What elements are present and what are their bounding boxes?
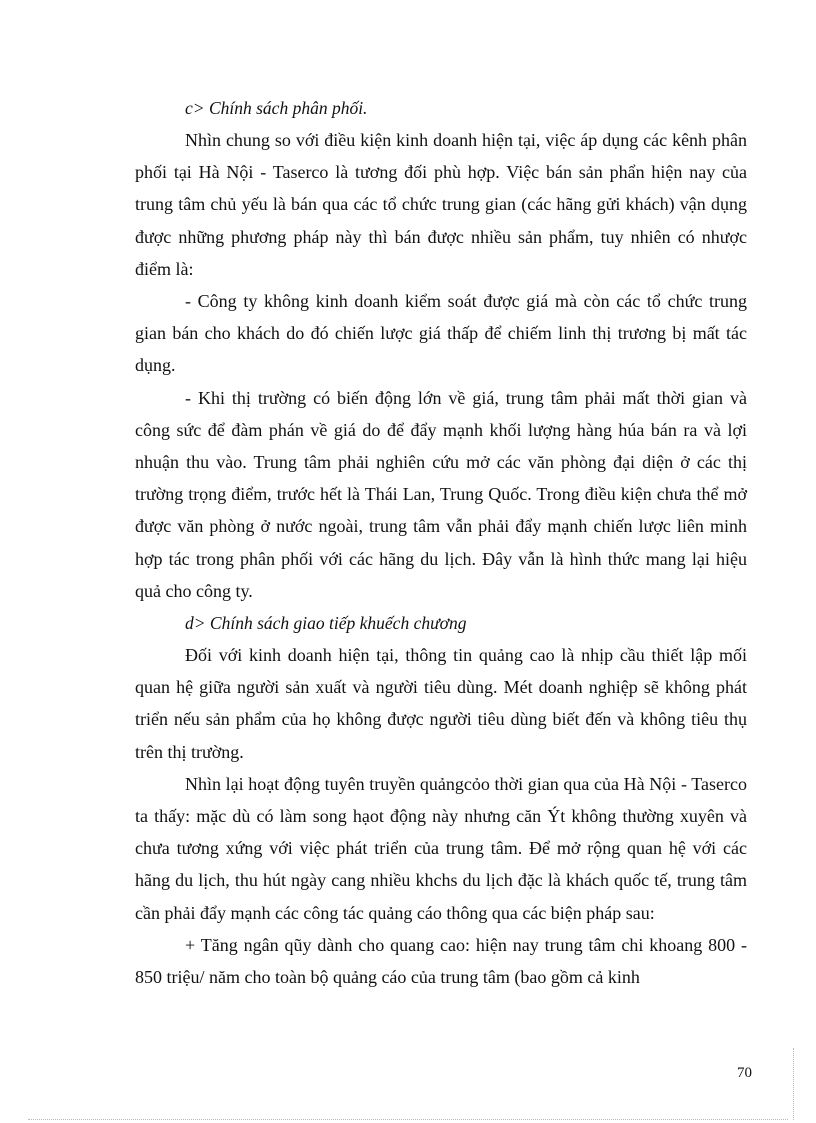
- paragraph: Nhìn lại hoạt động tuyên truyền quảngcỏo thời gian qua của Hà Nội - Taserco ta thấy: mặc dù có làm song hạot động này nhưng căn Ýt không thường xuyên và chưa tương xứng với việc phát triển của trung tâm. Để mở rộng quan hệ với các hãng du lịch, thu hút ngày cang nhiều khchs du lịch đặc là khách quốc tế, trung tâm cần phải đẩy mạnh các công tác quảng cáo thông qua các biện pháp sau:: [135, 773, 747, 923]
- paragraph: Đối với kinh doanh hiện tại, thông tin quảng cao là nhịp cầu thiết lập mối quan hệ giữa người sản xuất và người tiêu dùng. Mét doanh nghiệp sẽ không phát triển nếu sản phẩm của họ không được người tiêu dùng biết đến và không tiêu thụ trên thị trường.: [135, 645, 747, 762]
- paragraph: Nhìn chung so với điều kiện kinh doanh hiện tại, việc áp dụng các kênh phân phối tại Hà Nội - Taserco là tương đối phù hợp. Việc bán sản phẩn hiện nay của trung tâm chủ yếu là bán qua các tổ chức trung gian (các hãng gửi khách) vận dụng được những phương pháp này thì bán được nhiều sản phẩm, tuy nhiên có nhược điểm là:: [135, 130, 747, 279]
- heading-distribution-policy: c> Chính sách phân phối.: [185, 98, 368, 118]
- paragraph: - Khi thị trường có biến động lớn về giá, trung tâm phải mất thời gian và công sức để đàm phán về giá do để đẩy mạnh khối lượng hàng húa bán ra và lợi nhuận thu vào. Trung tâm phải nghiên cứu mở các văn phòng đại diện ở các thị trường trọng điểm, trước hết là Thái Lan, Trung Quốc. Trong điều kiện chưa thể mở được văn phòng ở nước ngoài, trung tâm vẫn phải đẩy mạnh chiến lược liên minh hợp tác trong phân phối với các hãng du lịch. Đây vẫn là hình thức mang lại hiệu quả cho công ty.: [135, 387, 747, 601]
- footer-rule: [28, 1119, 788, 1120]
- margin-rule: [793, 1048, 794, 1120]
- paragraph: - Công ty không kinh doanh kiểm soát được giá mà còn các tổ chức trung gian bán cho khách do đó chiến lược giá thấp để chiếm linh thị trương bị mất tác dụng.: [135, 291, 747, 376]
- paragraph: + Tăng ngân qũy dành cho quang cao: hiện nay trung tâm chi khoang 800 - 850 triệu/ năm cho toàn bộ quảng cáo của trung tâm (bao gồm cả kinh: [135, 934, 747, 988]
- document-body: [135, 92, 747, 993]
- page-number: 70: [737, 1065, 752, 1081]
- heading-communication-policy: d> Chính sách giao tiếp khuếch chương: [185, 613, 467, 634]
